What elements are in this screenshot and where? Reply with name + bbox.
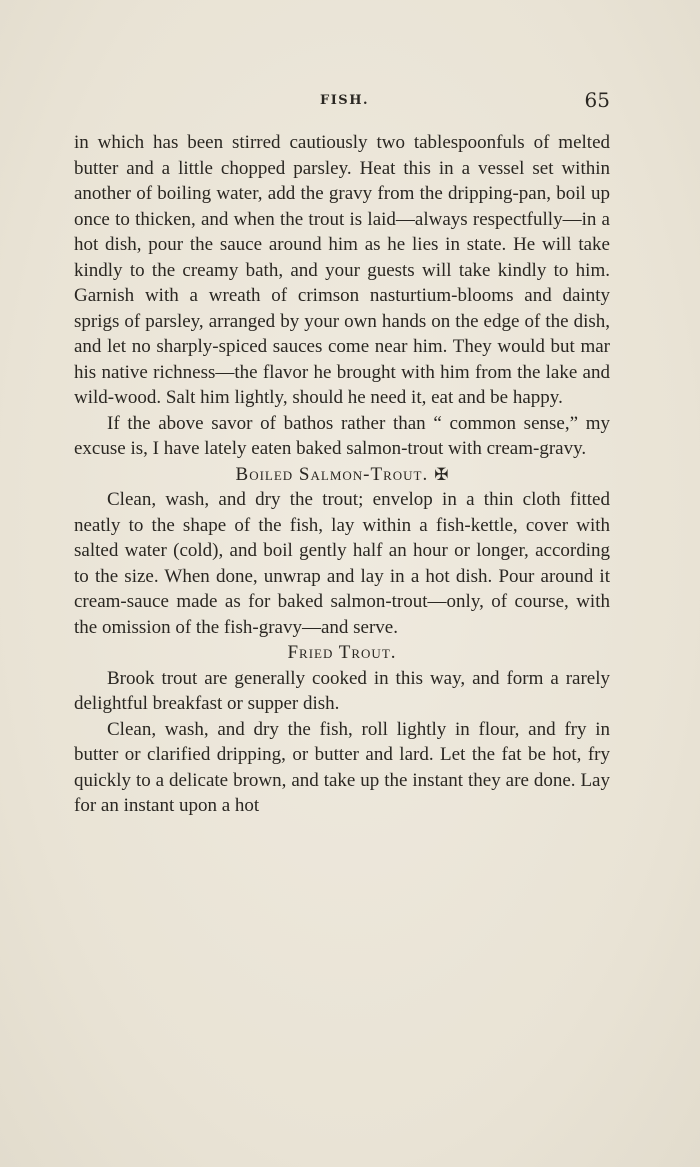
- heading-fried-trout: Fried Trout.: [287, 642, 397, 663]
- cross-mark-icon: ✠: [434, 464, 449, 484]
- page-body: [74, 130, 610, 819]
- paragraph-bathos: If the above savor of bathos rather than “ common sense,” my excuse is, I have lately eaten baked salmon-trout with cream-gravy.: [74, 412, 610, 459]
- paragraph-fried-recipe: Clean, wash, and dry the fish, roll lightly in flour, and fry in butter or clarified dripping, or butter and lard. Let the fat be hot, fry quickly to a delicate brown, and take up the instant they are done. Lay for an instant upon a hot: [74, 718, 610, 816]
- page-header: [74, 88, 610, 118]
- paragraph-continued: in which has been stirred cautiously two tablespoonfuls of melted butter and a little chopped parsley. Heat this in a vessel set within another of boiling water, add the gravy from the dripping-pan, boil up once to thicken, and when the trout is laid—always respectfully—in a hot dish, pour the sauce around him as he lies in state. He will take kindly to the creamy bath, and your guests will take kindly to him. Garnish with a wreath of crimson nasturtium-blooms and dainty sprigs of parsley, arranged by your own hands on the edge of the dish, and let no sharply-spiced sauces come near him. They would but mar his native richness—the flavor he brought with him from the lake and wild-wood. Salt him lightly, should he need it, eat and be happy.: [74, 132, 610, 408]
- paragraph-fried-intro: Brook trout are generally cooked in this way, and form a rarely delightful breakfast or supper dish.: [74, 667, 610, 714]
- heading-boiled-salmon-trout: [74, 462, 610, 488]
- page-number: 65: [584, 88, 610, 112]
- running-head: FISH.: [320, 93, 370, 108]
- paragraph-boiled-recipe: Clean, wash, and dry the trout; envelop in a thin cloth fitted neatly to the shape of the fish, lay within a fish-kettle, cover with salted water (cold), and boil gently half an hour or longer, according to the size. When done, unwrap and lay in a hot dish. Pour around it cream-sauce made as for baked salmon-trout—only, of course, with the omission of the fish-gravy—and serve.: [74, 489, 610, 638]
- heading-text: Boiled Salmon-Trout.: [235, 463, 429, 485]
